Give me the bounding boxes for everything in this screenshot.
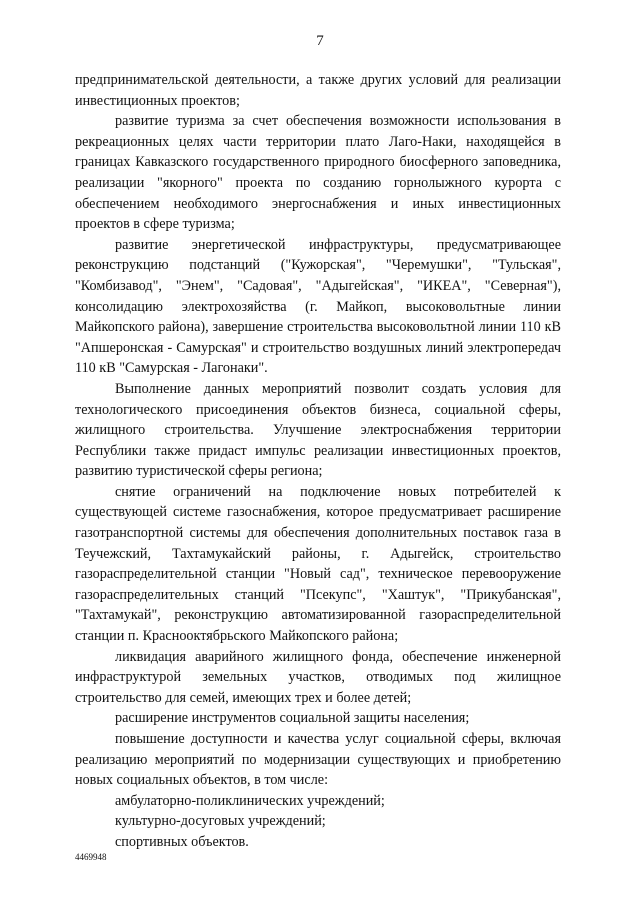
paragraph: спортивных объектов. [115,833,249,850]
paragraph: повышение доступности и качества услуг социальной сферы, включая реализацию мероприятий по модернизации существующих и приобретению новых социальных объектов, в том числе: [75,731,561,789]
paragraph: культурно-досуговых учреждений; [115,813,326,830]
paragraph: Выполнение данных мероприятий позволит создать условия для технологического присоединения объектов бизнеса, социальной сферы, жилищного строительства. Улучшение электроснабжения территории Республики также придаст импульс реализации инвестиционных проектов, развитию туристической сферы региона; [75,380,561,480]
paragraph: развитие энергетической инфраструктуры, предусматривающее реконструкцию подстанций ("Кужорская", "Черемушки", "Тульская", "Комбизавод", "Энем", "Садовая", "Адыгейская", "ИКЕА", "Северная"), консолидацию электрохозяйства (г. Майкоп, высоковольтные линии Майкопского района), завершение строительства высоковольтной линии 110 кВ "Апшеронская - Самурская" и строительство воздушных линий электропередач 110 кВ "Самурская - Лагонаки". [75,236,561,377]
paragraph: предпринимательской деятельности, а также других условий для реализации инвестиционных проектов; [75,72,561,109]
paragraph: амбулаторно-поликлинических учреждений; [115,792,385,809]
paragraph: расширение инструментов социальной защиты населения; [115,710,470,727]
paragraph: развитие туризма за счет обеспечения возможности использования в рекреационных целях части территории плато Лаго-Наки, находящейся в границах Кавказского государственного природного биосферного заповедника, реализации "якорного" проекта по созданию горнолыжного курорта с обеспечением необходимого энергоснабжения и иных инвестиционных проектов в сфере туризма; [75,113,561,233]
body-text [75,70,561,853]
paragraph: снятие ограничений на подключение новых потребителей к существующей системе газоснабжения, которое предусматривает расширение газотранспортной системы для обеспечения дополнительных поставок газа в Теучежский, Тахтамукайский районы, г. Адыгейск, строительство газораспределительной станции "Новый сад", техническое перевооружение газораспределительных станций "Псекупс", "Хаштук", "Прикубанская", "Тахтамукай", реконструкцию автоматизированной газораспределительной станции п. Краснооктябрьского Майкопского района; [75,483,561,645]
paragraph: ликвидация аварийного жилищного фонда, обеспечение инженерной инфраструктурой земельных участков, отводимых под жилищное строительство для семей, имеющих трех и более детей; [75,648,561,706]
page-number: 7 [316,33,324,49]
document-code: 4469948 [75,852,107,862]
